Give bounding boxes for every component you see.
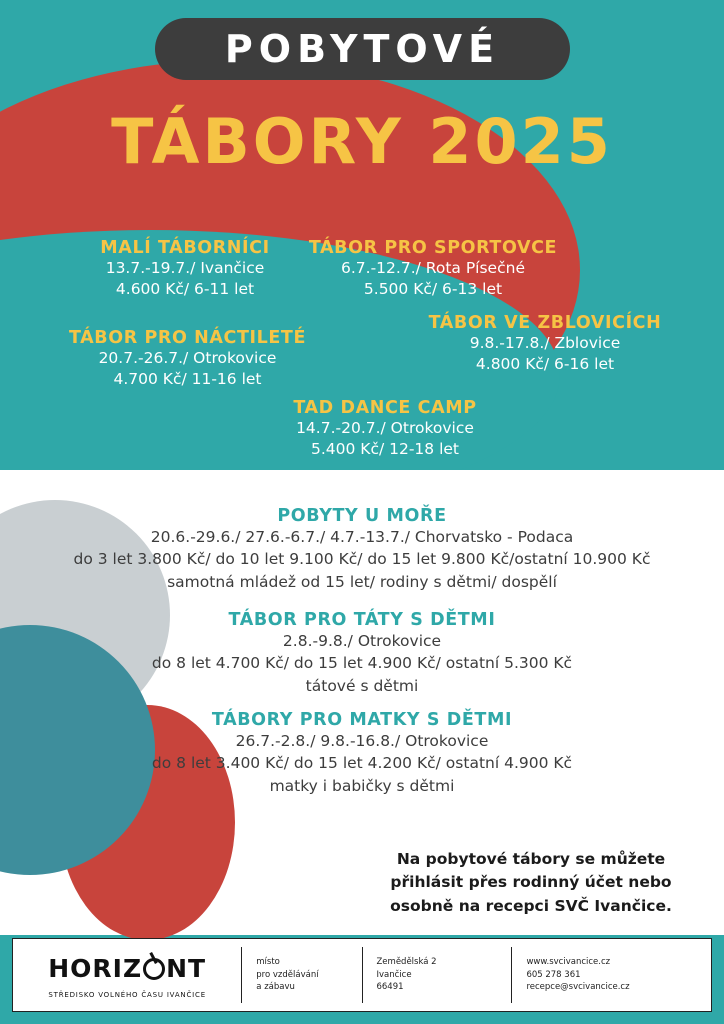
- signup-note-line: osobně na recepci SVČ Ivančice.: [390, 896, 672, 915]
- logo-subtitle: STŘEDISKO VOLNÉHO ČASU IVANČICE: [48, 990, 206, 999]
- camp-detail-line: 13.7.-19.7./ Ivančice: [105, 259, 265, 277]
- camp-detail-line: do 8 let 4.700 Kč/ do 15 let 4.900 Kč/ ostatní 5.300 Kč: [151, 654, 573, 673]
- camp-block-sportovce: [288, 238, 578, 300]
- camp-title: TÁBORY PRO MATKY S DĚTMI: [211, 710, 513, 730]
- camp-block-mali-tabornici: [60, 238, 310, 300]
- footer-contact: [512, 939, 711, 1011]
- camp-detail-line: 9.8.-17.8./ Zblovice: [469, 334, 621, 352]
- camp-block-zblovice: [400, 313, 690, 375]
- footer-address: [362, 939, 511, 1011]
- camp-title: TÁBOR PRO TÁTY S DĚTMI: [228, 610, 496, 630]
- signup-note-line: přihlásit přes rodinný účet nebo: [390, 873, 672, 892]
- signup-note: [366, 848, 696, 918]
- header-kicker-text: POBYTOVÉ: [224, 27, 501, 71]
- signup-note-line: Na pobytové tábory se můžete: [396, 850, 666, 868]
- camp-detail-line: 20.7.-26.7./ Otrokovice: [98, 349, 277, 367]
- camp-block-nactilete: [45, 328, 330, 390]
- camp-detail-line: 5.400 Kč/ 12-18 let: [310, 439, 460, 458]
- camp-detail-line: 20.6.-29.6./ 27.6.-6.7./ 4.7.-13.7./ Chorvatsko - Podaca: [150, 528, 574, 546]
- camp-detail-line: tátové s dětmi: [305, 676, 419, 695]
- camp-detail-line: matky i babičky s dětmi: [269, 776, 455, 795]
- camp-detail-line: do 3 let 3.800 Kč/ do 10 let 9.100 Kč/ do 15 let 9.800 Kč/ostatní 10.900 Kč: [73, 550, 651, 569]
- camp-detail-line: 2.8.-9.8./ Otrokovice: [282, 632, 442, 650]
- camp-detail-line: 14.7.-20.7./ Otrokovice: [296, 419, 474, 437]
- header-kicker-pill: [155, 18, 570, 80]
- logo-text-part2: NT: [166, 954, 207, 983]
- footer-slogan-line: pro vzdělávání: [256, 969, 319, 980]
- camp-title: TAD DANCE CAMP: [293, 398, 477, 418]
- camp-title: MALÍ TÁBORNÍCI: [100, 238, 270, 258]
- camp-title: TÁBOR PRO SPORTOVCE: [308, 238, 558, 258]
- camp-title: POBYTY U MOŘE: [277, 506, 447, 526]
- footer-website[interactable]: www.svcivancice.cz: [526, 956, 611, 967]
- camp-detail-line: 5.500 Kč/ 6-13 let: [363, 279, 503, 298]
- footer-address-line: Ivančice: [376, 969, 412, 980]
- camp-detail-line: do 8 let 3.400 Kč/ do 15 let 4.200 Kč/ ostatní 4.900 Kč: [151, 754, 573, 773]
- camp-block-matky-s-detmi: [0, 710, 724, 797]
- camp-block-pobyty-u-more: [0, 506, 724, 593]
- footer-address-line: Zemědělská 2: [376, 956, 437, 967]
- camp-title: TÁBOR PRO NÁCTILETÉ: [68, 328, 307, 348]
- footer-email[interactable]: recepce@svcivancice.cz: [526, 982, 630, 993]
- camp-block-taty-s-detmi: [0, 610, 724, 697]
- logo-o-icon: [143, 958, 165, 980]
- footer-phone[interactable]: 605 278 361: [526, 969, 581, 980]
- footer-slogan: [242, 939, 361, 1011]
- footer: [12, 938, 712, 1012]
- page-title: TÁBORY 2025: [111, 105, 613, 178]
- camp-detail-line: 4.600 Kč/ 6-11 let: [115, 279, 255, 298]
- camp-detail-line: samotná mládež od 15 let/ rodiny s dětmi/ dospělí: [167, 572, 557, 591]
- footer-slogan-line: a zábavu: [256, 982, 295, 993]
- footer-address-line: 66491: [376, 982, 404, 993]
- camp-detail-line: 26.7.-2.8./ 9.8.-16.8./ Otrokovice: [235, 732, 489, 750]
- footer-slogan-line: místo: [256, 956, 280, 967]
- camp-detail-line: 6.7.-12.7./ Rota Písečné: [341, 259, 525, 277]
- logo-wordmark: [48, 950, 206, 988]
- camp-detail-line: 4.800 Kč/ 6-16 let: [475, 354, 615, 373]
- camp-title: TÁBOR VE ZBLOVICÍCH: [428, 313, 662, 333]
- logo-text-part1: HORIZ: [48, 954, 143, 983]
- organization-logo: [13, 939, 241, 1011]
- camp-detail-line: 4.700 Kč/ 11-16 let: [113, 369, 262, 388]
- camp-block-tad-dance: [240, 398, 530, 460]
